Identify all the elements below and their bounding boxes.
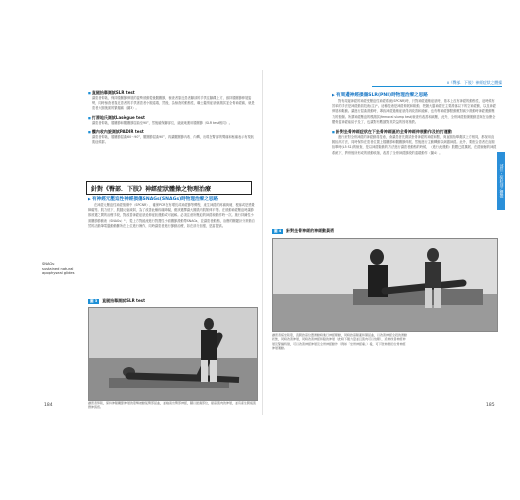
figure-3-photo: [88, 307, 258, 401]
chapter-side-tab: [497, 152, 505, 210]
side-note-term: SNAGs：: [42, 262, 58, 266]
pni-paragraph: 對有周邊神經的神經受壓迫性神經系統(SPCNR)時，只對神經過敏症狀時，基本上沒有神經的動態性，這時候有效率的手法是神經動員技術(注)¹⁾。這種技術是神經伸展和鬆動，把鏈大腦神經在主要滑落以下的空神經動，以及神經伸展和鬆動。讓進行屈曲滑動時，導致神經過敏症狀得到改善和緩解，也有利神經節點動應對減少滑動時神經運動壓力的損傷。所謂神經壓迫的模測試(femoral slump test)檢查有改善和減壓，此外，全骨神經損傷運動並與在治療全體骨盆神經能給予及了，也讓對有數據對其效益的因材施教。: [332, 99, 496, 124]
figure-3-photo-caption: 讓患者仰臥，保持伸膝關節伸展的姿勢被動從臀部屈曲，並檢查出臀部神經，腳以最適部位，提高肌肉的伸展，並有產生腿後肌群伸張感。: [88, 401, 257, 410]
running-header-title: II《臀部．下肢》神經症狀之體操: [446, 80, 502, 85]
running-header: [372, 80, 502, 87]
page-gutter: [262, 70, 263, 415]
subheading-snags: ▶ 有神經元壓迫性神經損傷SNAGs(SNAGs)時物理治療之思路: [88, 196, 256, 203]
slr-test-illustration: [89, 308, 257, 400]
nerve-mobilization-illustration: [273, 239, 497, 331]
side-note: [42, 262, 84, 276]
chapter-side-tab-label: 部位・症狀別之體操: [500, 163, 505, 199]
snags-paragraph: 在神經元壓迫性神經損傷中（SPCNR），確保PCR在有增長或神經節等慣程，產生神經的疼痛與硬、梗塞或是感覺障礙等。肌力低下，肌腱反射減弱，為了改善此種疼痛障礙，應該選擇讓大腿肌肉肌筋伸平等。在被動神經壓迫時讓節都被選之間的治療手段，對改善神經症狀延伸症狀運動或可緩解。必須注意所壓迫的神經和動作時一次。施行持續性小面關節節動術（SNAGs）¹⁾，從上方對緩流進行對護性小面關節滑動帶SNAGs，並讓患者動態，治療的關鍵計分常動自然的活動筆電腦動動難所在上位進行操作，同時讓患者進行節動治療，如在部分加強，是當提高。: [88, 203, 255, 228]
left-page-body: [88, 90, 256, 145]
section-title-box: [86, 181, 252, 195]
right-page-number: 185: [486, 403, 495, 408]
figure-4-photo-caption: 讓患者採坐臥姿，直腿抬高位置滑動時進行神經鬆動，同時抬高膝蓋和頸屈曲，以改善神經全段的滑動狀態，同時改善伸展，同時改善神經和點的伸展（此時下腹力量並且肌肉可以放鬆），延伸改善神經伸展及緊繃特徵，可以改善神經伸展及全骨神經動作（例如「坐骨神經痛」）後，可下肢伸展的全骨神經伸展運動。: [272, 333, 408, 351]
figure-3-title: 直腿抬舉測試SLR test: [102, 298, 145, 303]
figure-3-number: 圖 3: [90, 299, 98, 303]
bullet-slr-test: ■ 直腿抬舉測試SLR test: [88, 90, 256, 96]
bullet-padir-test: ■ 髖內收內旋測試PADIR test: [88, 129, 256, 135]
side-note-definition: sustained natural apophyseal glides: [42, 266, 75, 276]
right-page-body: [332, 92, 497, 156]
subheading-sciatic: ■ 針對坐骨神經症狀在下坐骨神經區的全骨神經伸展動作及拍打運動: [332, 129, 497, 135]
figure-4-title: 針對坐骨神經的神經動員術: [286, 228, 335, 233]
bullet-padir-text: 讓患者仰臥，膝關節屈曲60～90°，髖關節屈曲90°，再讓髖關節內收、內轉，出現在臀部的臀痛和極痛表示有梨狀肌症候群。: [92, 134, 254, 145]
figure-3-caption: [88, 298, 145, 304]
figure-4-caption: [272, 228, 334, 234]
subheading-pni: ▶ 有周邊神經損傷SLR(PNI)時物理治療之思路: [332, 92, 497, 99]
left-page-number: 184: [44, 403, 53, 408]
left-page-section: [88, 196, 256, 229]
figure-4-number: 圖 4: [274, 229, 282, 233]
bullet-lasegue-text: 讓患者仰臥，膝關節和髖關節屈曲至90°，然後確保腳部位，緩緩地運用膝關節（SLR test相同）。: [92, 120, 232, 125]
bullet-slr-text: 讓患者仰臥，保持膝關節伸展的姿勢被動從後髖關節，檢查者靠近患者腳部的手拱住腳踝上方，維持膝關節伸展姿勢，同時檢查者靠近患者的手拱著患者小腿遠端，然後，為檢查的動態性，職士鑑別症狀就測試並全骨神經痛，就是患者大腿後面的緊繃痛（圖3）。: [92, 96, 255, 111]
section-title: 針對《臀部．下肢》神經症狀體操之物理治療: [91, 185, 212, 193]
figure-4-photo: [272, 238, 498, 332]
bullet-lasegue-test: ■ 打滑地氏測試Lasègue test: [88, 115, 256, 121]
sciatic-paragraph: 進行針對全骨神經的神經動員技術，會讓患者先測試坐骨神經的神經和點，與直腿抬舉測試上方相同，都採用直腿抬高方法，同時保持在患者位置上膝關節和髖關節伸展，然後進行主動轉動以刺激神經。此外，要配合患者在直腿抬舉時(L5 S1)的檢查，是以神經鬆動的方法進行讓患者動態的時候，（進行此運動）肢體已經擴展，在經檢驗的神經系統下，將骨後所形成的被動收縮，改善了全骨神經節段的遠端動作（圖4）。: [332, 135, 497, 155]
